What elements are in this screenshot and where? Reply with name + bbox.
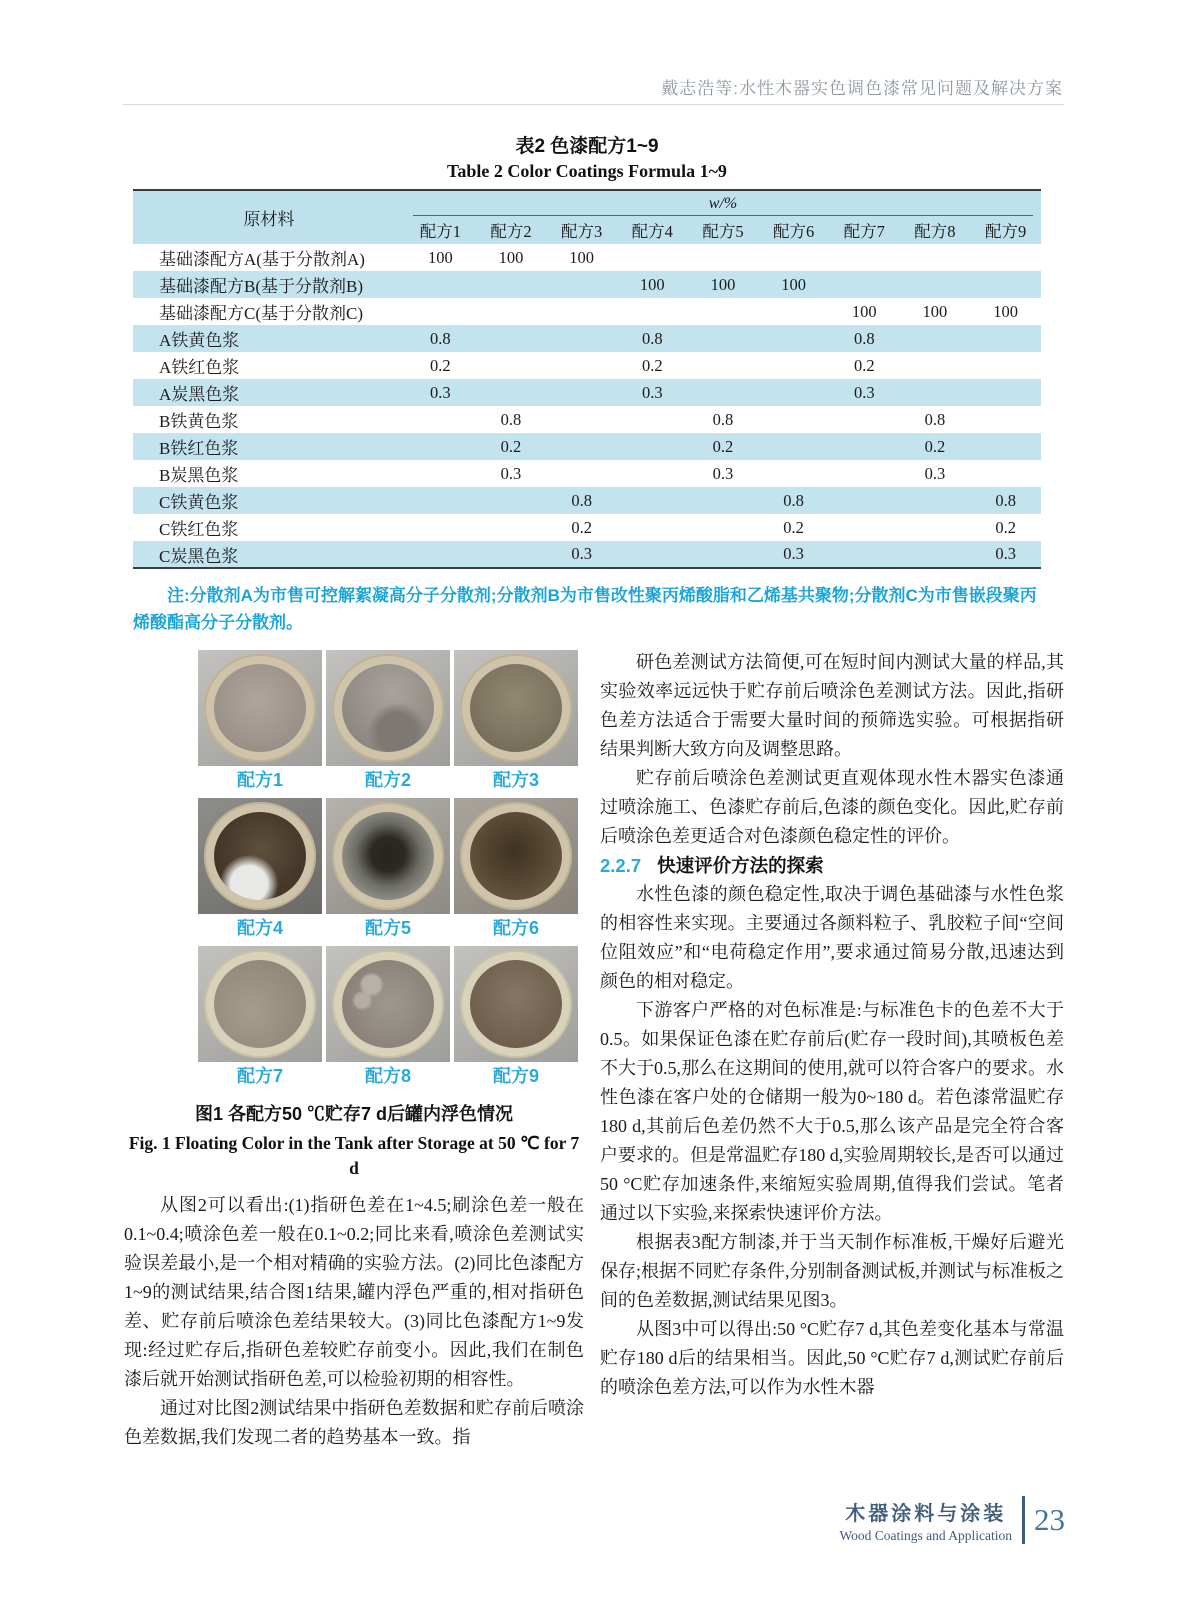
formula-value-cell bbox=[900, 379, 971, 406]
formula-value-cell bbox=[688, 487, 759, 514]
figure-item-label: 配方8 bbox=[364, 1066, 411, 1086]
page-number: 23 bbox=[1034, 1502, 1065, 1537]
formula-value-cell bbox=[476, 487, 547, 514]
formula-value-cell bbox=[405, 460, 476, 487]
paint-surface bbox=[342, 812, 434, 900]
material-label: B炭黑色浆 bbox=[159, 466, 239, 485]
figure-caption-cn: 图1 各配方50 ℃贮存7 d后罐内浮色情况 bbox=[194, 1104, 514, 1124]
formula-value-cell bbox=[546, 325, 617, 352]
paint-can-photo bbox=[326, 650, 450, 766]
formula-value-cell: 100 bbox=[710, 274, 736, 294]
material-label: C炭黑色浆 bbox=[159, 546, 239, 566]
formula-value-cell bbox=[970, 379, 1041, 406]
formula-value-cell bbox=[829, 487, 900, 514]
table-row bbox=[133, 433, 1041, 460]
material-label: A铁红色浆 bbox=[159, 358, 240, 377]
formula-value-cell: 0.8 bbox=[641, 328, 663, 348]
formula-value-cell bbox=[405, 541, 476, 568]
formula-value-cell: 0.2 bbox=[995, 517, 1016, 537]
formula-value-cell bbox=[829, 514, 900, 541]
formula-value-cell: 0.2 bbox=[853, 355, 875, 375]
formula-value-cell: 100 bbox=[427, 247, 453, 267]
formula-value-cell bbox=[688, 541, 759, 568]
figure-caption-en: Fig. 1 Floating Color in the Tank after Storage at 50 ℃ for 7 d bbox=[128, 1133, 580, 1178]
right-paragraph-5: 根据表3配方制漆,并于当天制作标准板,干燥好后避光保存;根据不同贮存条件,分别制备测试板,并测试与标准板之间的色差数据,测试结果见图3。 bbox=[600, 1232, 1064, 1310]
formula-value-cell bbox=[546, 298, 617, 325]
right-column bbox=[600, 648, 1064, 1402]
formula-table-body bbox=[133, 244, 1041, 568]
formula-value-cell bbox=[617, 406, 688, 433]
formula-value-cell bbox=[688, 514, 759, 541]
formula-value-cell: 0.3 bbox=[430, 382, 451, 402]
formula-value-cell bbox=[900, 325, 971, 352]
figure-cell bbox=[452, 798, 580, 942]
figure-cell bbox=[452, 946, 580, 1090]
figure-cell bbox=[324, 650, 452, 794]
formula-value-cell bbox=[546, 379, 617, 406]
formula-column-header: 配方5 bbox=[702, 222, 744, 241]
table-row bbox=[133, 298, 1041, 325]
formula-value-cell bbox=[546, 460, 617, 487]
right-paragraph-3: 水性色漆的颜色稳定性,取决于调色基础漆与水性色浆的相容性来实现。主要通过各颜料粒子、乳胶粒子间“空间位阻效应”和“电荷稳定作用”,要求通过简易分散,迅速达到颜色的相对稳定。 bbox=[600, 884, 1064, 991]
formula-value-cell bbox=[970, 406, 1041, 433]
formula-column-header: 配方6 bbox=[772, 222, 815, 241]
table2-block bbox=[133, 131, 1041, 569]
formula-table-head bbox=[133, 190, 1041, 244]
formula-value-cell: 0.3 bbox=[853, 382, 875, 402]
formula-value-cell: 0.8 bbox=[924, 409, 946, 429]
formula-value-cell bbox=[476, 541, 547, 568]
paint-surface bbox=[214, 960, 306, 1048]
formula-value-cell bbox=[970, 244, 1041, 271]
formula-value-cell bbox=[476, 271, 547, 298]
journal-name-cn: 木器涂料与涂装 bbox=[845, 1502, 1007, 1525]
material-label: 基础漆配方B(基于分散剂B) bbox=[159, 277, 363, 296]
formula-column-header: 配方3 bbox=[561, 222, 603, 241]
formula-value-cell bbox=[970, 460, 1041, 487]
figure-cell bbox=[196, 946, 324, 1090]
formula-value-cell bbox=[900, 541, 971, 568]
section-title: 快速评价方法的探索 bbox=[657, 855, 824, 876]
formula-value-cell bbox=[476, 298, 547, 325]
formula-value-cell: 0.8 bbox=[430, 328, 451, 348]
formula-column-header: 配方8 bbox=[914, 222, 956, 241]
formula-column-header: 配方4 bbox=[631, 222, 673, 241]
table-row bbox=[133, 271, 1041, 298]
paint-can-rim bbox=[460, 802, 572, 910]
material-label: 基础漆配方A(基于分散剂A) bbox=[159, 250, 365, 269]
formula-value-cell bbox=[758, 379, 829, 406]
unit-label: w/% bbox=[708, 194, 738, 212]
figure-item-label: 配方1 bbox=[236, 770, 283, 790]
formula-value-cell bbox=[688, 325, 759, 352]
left-paragraph-1: 从图2可以看出:(1)指研色差在1~4.5;刷涂色差一般在0.1~0.4;喷涂色差一般在0.1~0.2;同比来看,喷涂色差测试实验误差最小,是一个相对精确的实验方法。(2)同比色漆配方1~9的测试结果,结合图1结果,罐内浮色严重的,相对指研色差、贮存前后喷涂色差结果较大。(3)同比色漆配方1~9发现:经过贮存后,指研色差较贮存前变小。因此,我们在制色漆后就开始测试指研色差,可以检验初期的相容性。 bbox=[124, 1195, 584, 1389]
formula-value-cell bbox=[758, 298, 829, 325]
formula-value-cell: 0.8 bbox=[853, 328, 875, 348]
formula-value-cell bbox=[758, 352, 829, 379]
formula-value-cell bbox=[688, 352, 759, 379]
formula-value-cell bbox=[405, 406, 476, 433]
paint-can-photo bbox=[454, 798, 578, 914]
table-row bbox=[133, 244, 1041, 271]
paint-can-rim bbox=[460, 950, 572, 1058]
page-footer bbox=[839, 1496, 1065, 1544]
formula-value-cell bbox=[546, 433, 617, 460]
formula-value-cell: 100 bbox=[569, 247, 595, 267]
formula-value-cell: 0.2 bbox=[430, 355, 451, 375]
formula-value-cell bbox=[688, 379, 759, 406]
formula-value-cell: 100 bbox=[993, 301, 1018, 321]
formula-value-cell: 100 bbox=[498, 247, 524, 267]
paint-surface bbox=[470, 812, 562, 900]
formula-value-cell: 100 bbox=[922, 301, 948, 321]
formula-value-cell bbox=[758, 244, 829, 271]
col-header-unit bbox=[405, 190, 1041, 216]
paint-surface bbox=[342, 960, 434, 1048]
left-column bbox=[124, 650, 584, 1452]
formula-value-cell bbox=[829, 406, 900, 433]
paint-can-photo bbox=[198, 946, 322, 1062]
formula-value-cell bbox=[405, 487, 476, 514]
paint-surface bbox=[342, 664, 434, 752]
paint-can-rim bbox=[332, 950, 444, 1058]
formula-value-cell bbox=[688, 298, 759, 325]
formula-value-cell: 0.2 bbox=[500, 436, 522, 456]
table-title-en: Table 2 Color Coatings Formula 1~9 bbox=[447, 161, 727, 181]
formula-value-cell bbox=[617, 514, 688, 541]
material-label: B铁黄色浆 bbox=[159, 412, 239, 431]
formula-value-cell bbox=[617, 541, 688, 568]
paint-can-photo bbox=[198, 650, 322, 766]
formula-value-cell bbox=[829, 271, 900, 298]
section-heading bbox=[600, 851, 1064, 880]
formula-value-cell bbox=[900, 244, 971, 271]
figure-item-label: 配方3 bbox=[492, 770, 539, 790]
journal-name-block bbox=[839, 1497, 1012, 1544]
paint-surface bbox=[214, 812, 306, 900]
formula-value-cell bbox=[617, 433, 688, 460]
formula-value-cell bbox=[476, 379, 547, 406]
figure-grid bbox=[196, 650, 588, 1094]
formula-value-cell: 0.3 bbox=[924, 463, 946, 483]
figure-cell bbox=[196, 798, 324, 942]
material-label: 基础漆配方C(基于分散剂C) bbox=[159, 304, 363, 323]
formula-value-cell bbox=[617, 487, 688, 514]
formula-value-cell: 0.8 bbox=[783, 490, 804, 510]
paint-can-photo bbox=[326, 798, 450, 914]
formula-value-cell bbox=[900, 271, 971, 298]
table-row bbox=[133, 406, 1041, 433]
paint-can-rim bbox=[204, 950, 316, 1058]
formula-value-cell: 0.8 bbox=[571, 490, 592, 510]
formula-value-cell bbox=[546, 406, 617, 433]
table-row bbox=[133, 487, 1041, 514]
paint-surface bbox=[214, 664, 306, 752]
formula-value-cell: 0.3 bbox=[712, 463, 734, 483]
formula-value-cell bbox=[405, 298, 476, 325]
formula-value-cell: 0.2 bbox=[712, 436, 734, 456]
figure-item-label: 配方2 bbox=[364, 770, 411, 790]
formula-value-cell bbox=[758, 460, 829, 487]
formula-column-header: 配方9 bbox=[985, 222, 1027, 241]
material-label: B铁红色浆 bbox=[159, 439, 239, 458]
formula-value-cell bbox=[970, 352, 1041, 379]
formula-value-cell bbox=[758, 325, 829, 352]
formula-value-cell: 0.3 bbox=[995, 544, 1016, 563]
figure-item-label: 配方7 bbox=[236, 1066, 283, 1086]
paint-surface bbox=[470, 960, 562, 1048]
formula-value-cell bbox=[476, 352, 547, 379]
formula-value-cell bbox=[688, 244, 759, 271]
figure-cell bbox=[452, 650, 580, 794]
right-paragraph-2: 贮存前后喷涂色差测试更直观体现水性木器实色漆通过喷涂施工、色漆贮存前后,色漆的颜色变化。因此,贮存前后喷涂色差更适合对色漆颜色稳定性的评价。 bbox=[600, 768, 1064, 846]
formula-column-header: 配方2 bbox=[490, 222, 532, 241]
table-row bbox=[133, 325, 1041, 352]
footer-divider bbox=[1022, 1496, 1025, 1544]
formula-value-cell bbox=[546, 271, 617, 298]
paint-can-rim bbox=[460, 654, 572, 762]
table-row bbox=[133, 460, 1041, 487]
formula-value-cell bbox=[617, 244, 688, 271]
figure-cell bbox=[324, 946, 452, 1090]
formula-value-cell bbox=[758, 433, 829, 460]
col-header-material: 原材料 bbox=[243, 210, 295, 229]
formula-value-cell bbox=[829, 244, 900, 271]
unit-underline bbox=[413, 215, 1033, 216]
paint-can-photo bbox=[326, 946, 450, 1062]
paint-can-rim bbox=[332, 654, 444, 762]
formula-value-cell bbox=[476, 325, 547, 352]
paint-surface bbox=[470, 664, 562, 752]
formula-column-header: 配方7 bbox=[843, 222, 885, 241]
formula-value-cell bbox=[829, 433, 900, 460]
formula-value-cell bbox=[405, 271, 476, 298]
left-paragraph-2: 通过对比图2测试结果中指研色差数据和贮存前后喷涂色差数据,我们发现二者的趋势基本一致。指 bbox=[124, 1398, 584, 1447]
formula-value-cell bbox=[758, 406, 829, 433]
formula-value-cell: 0.8 bbox=[995, 490, 1016, 510]
figure-item-label: 配方4 bbox=[236, 918, 283, 938]
formula-value-cell bbox=[546, 352, 617, 379]
formula-column-header: 配方1 bbox=[419, 222, 461, 241]
figure-cell bbox=[196, 650, 324, 794]
formula-value-cell bbox=[829, 541, 900, 568]
formula-value-cell bbox=[970, 271, 1041, 298]
paint-can-rim bbox=[204, 802, 316, 910]
formula-value-cell: 100 bbox=[781, 274, 806, 294]
figure-cell bbox=[324, 798, 452, 942]
header-rule bbox=[123, 104, 1064, 105]
formula-value-cell bbox=[405, 433, 476, 460]
right-paragraph-6: 从图3中可以得出:50 °C贮存7 d,其色差变化基本与常温贮存180 d后的结果相当。因此,50 °C贮存7 d,测试贮存前后的喷涂色差方法,可以作为水性木器 bbox=[600, 1319, 1064, 1397]
formula-value-cell bbox=[617, 298, 688, 325]
paint-can-rim bbox=[204, 654, 316, 762]
material-label: A炭黑色浆 bbox=[159, 385, 240, 404]
paint-can-photo bbox=[454, 650, 578, 766]
section-number: 2.2.7 bbox=[600, 855, 642, 876]
formula-value-cell: 0.3 bbox=[641, 382, 663, 402]
figure-item-label: 配方9 bbox=[492, 1066, 539, 1086]
journal-name-en: Wood Coatings and Application bbox=[839, 1527, 1012, 1543]
table-row bbox=[133, 379, 1041, 406]
formula-value-cell: 0.3 bbox=[500, 463, 522, 483]
material-label: C铁红色浆 bbox=[159, 520, 239, 539]
table-row bbox=[133, 514, 1041, 541]
material-label: C铁黄色浆 bbox=[159, 493, 239, 512]
formula-value-cell: 0.3 bbox=[783, 544, 804, 563]
formula-value-cell: 0.3 bbox=[571, 544, 592, 563]
formula-value-cell bbox=[970, 325, 1041, 352]
formula-value-cell bbox=[617, 460, 688, 487]
table-note: 注:分散剂A为市售可控解絮凝高分子分散剂;分散剂B为市售改性聚丙烯酸脂和乙烯基共聚物;分散剂C为市售嵌段聚丙烯酸酯高分子分散剂。 bbox=[133, 586, 1037, 632]
formula-value-cell: 100 bbox=[639, 274, 665, 294]
paint-can-photo bbox=[454, 946, 578, 1062]
formula-value-cell bbox=[970, 433, 1041, 460]
table-row bbox=[133, 541, 1041, 568]
formula-value-cell bbox=[405, 514, 476, 541]
right-paragraph-4: 下游客户严格的对色标准是:与标准色卡的色差不大于0.5。如果保证色漆在贮存前后(贮存一段时间),其喷板色差不大于0.5,那么在这期间的使用,就可以符合客户的要求。水性色漆在客户处的仓储期一般为0~180 d。若色漆常温贮存180 d,其前后色差仍然不大于0.5,那么该产品是完全符合客户要求的。但是常温贮存180 d,实验周期较长,是否可以通过50 °C贮存加速条件,来缩短实验周期,值得我们尝试。笔者通过以下实验,来探索快速评价方法。 bbox=[600, 1000, 1064, 1223]
formula-value-cell bbox=[900, 514, 971, 541]
formula-value-cell bbox=[829, 460, 900, 487]
formula-value-cell: 0.8 bbox=[712, 409, 734, 429]
right-paragraph-1: 研色差测试方法简便,可在短时间内测试大量的样品,其实验效率远远快于贮存前后喷涂色差测试方法。因此,指研色差方法适合于需要大量时间的预筛选实验。可根据指研结果判断大致方向及调整思路。 bbox=[600, 652, 1064, 759]
figure-item-label: 配方5 bbox=[364, 918, 411, 938]
formula-value-cell bbox=[900, 352, 971, 379]
table-title-cn: 表2 色漆配方1~9 bbox=[515, 136, 659, 157]
formula-value-cell: 0.2 bbox=[783, 517, 804, 537]
formula-value-cell: 0.2 bbox=[571, 517, 592, 537]
paint-can-rim bbox=[332, 802, 444, 910]
running-header: 戴志浩等:水性木器实色调色漆常见问题及解决方案 bbox=[661, 79, 1063, 98]
formula-value-cell: 0.2 bbox=[641, 355, 663, 375]
table-row bbox=[133, 352, 1041, 379]
formula-value-cell bbox=[476, 514, 547, 541]
material-label: A铁黄色浆 bbox=[159, 331, 240, 350]
paint-can-photo bbox=[198, 798, 322, 914]
formula-value-cell bbox=[900, 487, 971, 514]
formula-value-cell: 100 bbox=[851, 301, 877, 321]
figure-item-label: 配方6 bbox=[492, 918, 539, 938]
formula-value-cell: 0.2 bbox=[924, 436, 946, 456]
formula-table bbox=[133, 189, 1041, 569]
formula-value-cell: 0.8 bbox=[500, 409, 522, 429]
